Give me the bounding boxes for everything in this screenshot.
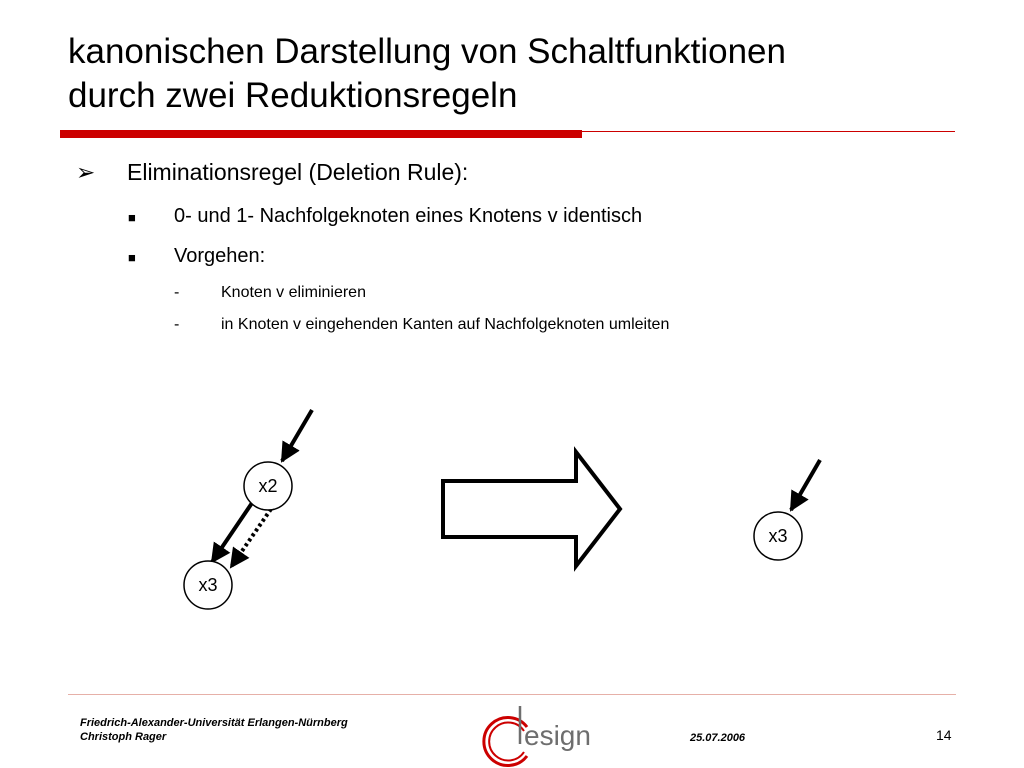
node-x2 <box>244 462 292 510</box>
square-bullet-icon: ■ <box>128 250 136 265</box>
bullet-text: 0- und 1- Nachfolgeknoten eines Knotens v identisch <box>174 205 643 227</box>
design-logo <box>484 706 591 766</box>
node-x2-label: x2 <box>258 476 278 496</box>
footer-author: Christoph Rager <box>80 731 167 743</box>
bullet-text: Knoten v eliminieren <box>221 284 366 301</box>
footer-info <box>80 716 348 744</box>
node-x3-left <box>184 561 232 609</box>
logo-text: esign <box>524 720 591 751</box>
incoming-edge-right <box>791 460 820 510</box>
node-x3-right <box>754 512 802 560</box>
node-x3-left-label: x3 <box>198 575 218 595</box>
arrow-bullet-icon: ➢ <box>76 159 96 185</box>
title-line-1: kanonischen Darstellung von Schaltfunktionen <box>68 32 786 71</box>
incoming-edge-left <box>282 410 312 461</box>
bullet-text: Eliminationsregel (Deletion Rule): <box>127 159 469 185</box>
page-number: 14 <box>936 727 952 743</box>
square-bullet-icon: ■ <box>128 210 136 225</box>
dotted-edge-x2-x3 <box>231 509 271 567</box>
node-x3-right-label: x3 <box>768 526 788 546</box>
footer-divider <box>68 694 956 695</box>
title-line-2: durch zwei Reduktionsregeln <box>68 76 518 115</box>
bullet-text: in Knoten v eingehenden Kanten auf Nachfolgeknoten umleiten <box>221 316 670 333</box>
footer-institution: Friedrich-Alexander-Universität Erlangen-Nürnberg <box>80 717 348 729</box>
dash-bullet-icon: - <box>174 284 180 301</box>
solid-edge-x2-x3 <box>212 503 252 562</box>
bullet-text: Vorgehen: <box>174 245 266 267</box>
dash-bullet-icon: - <box>174 316 180 333</box>
footer-date: 25.07.2006 <box>690 732 746 744</box>
transform-arrow-icon <box>443 452 620 566</box>
